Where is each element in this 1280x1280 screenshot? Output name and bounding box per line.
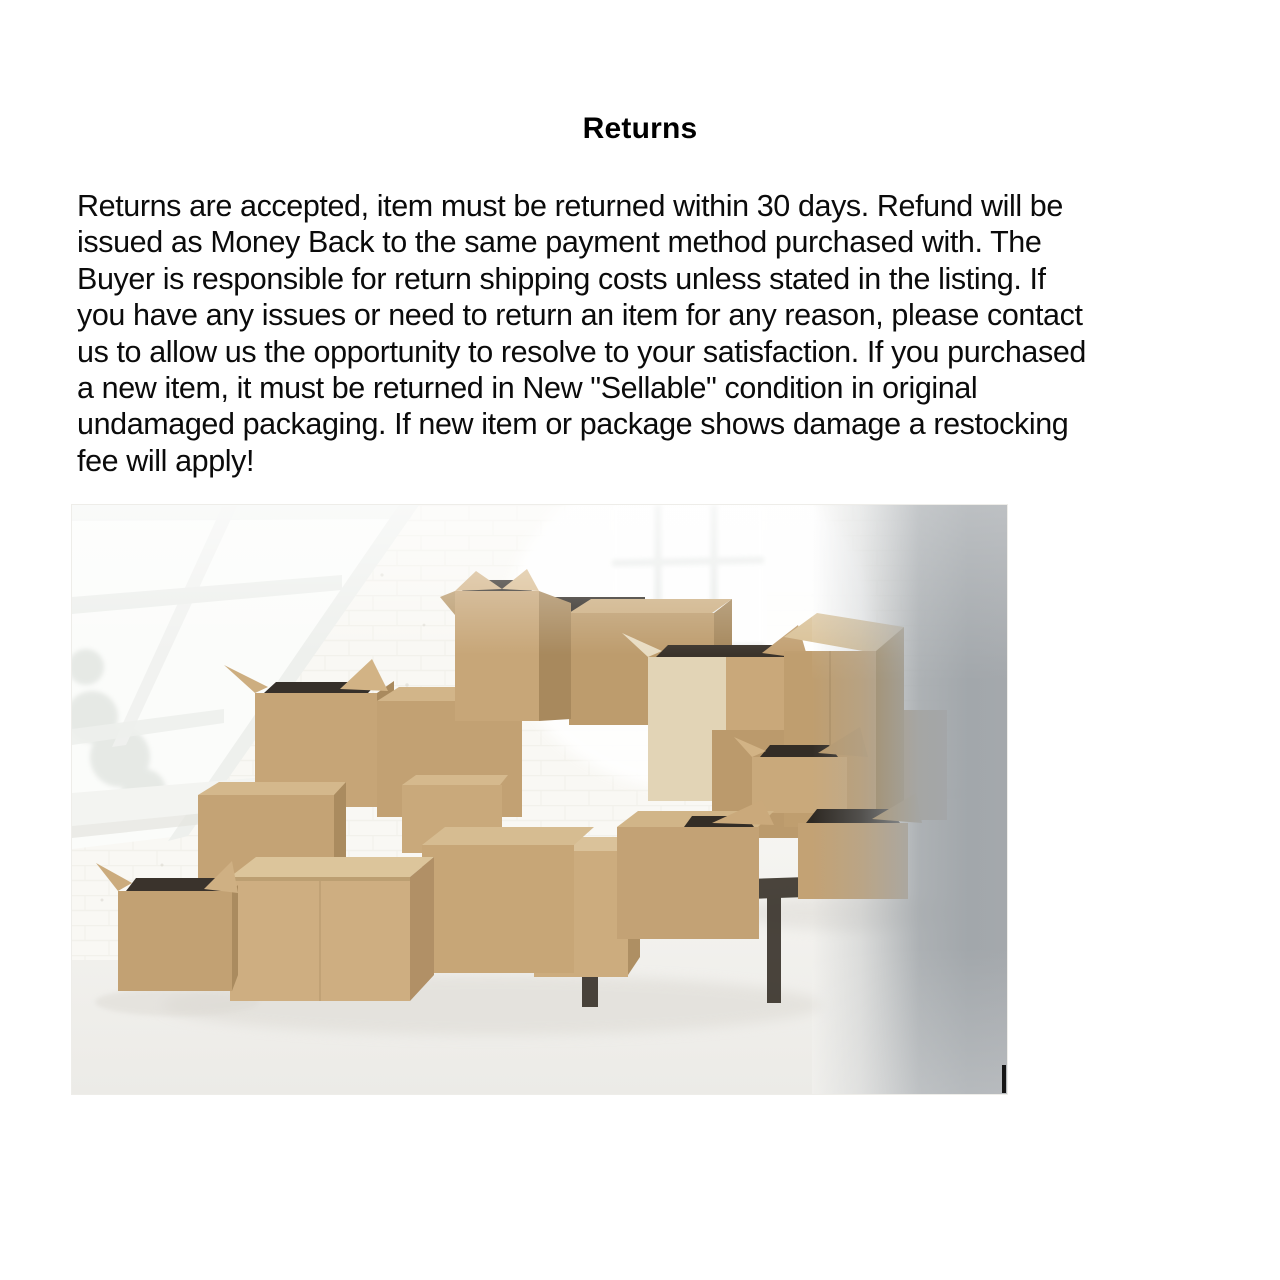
text-cursor [1002,1065,1006,1093]
policy-line: fee will apply! [77,443,255,478]
page-title: Returns [582,112,698,145]
gray-pillar-blur [812,505,1007,1094]
box-front-right [617,800,774,939]
policy-paragraph [77,188,1086,479]
policy-line: us to allow us the opportunity to resolve to your satisfaction. If you purchased [77,334,1086,369]
policy-line: Buyer is responsible for return shipping costs unless stated in the listing. If [77,261,1046,296]
boxes-photo [72,505,1007,1094]
box-front-center [230,857,434,1001]
boxes-photo-svg [72,505,1007,1094]
policy-line: undamaged packaging. If new item or package shows damage a restocking [77,407,1069,442]
policy-line: a new item, it must be returned in New "Sellable" condition in original [77,370,978,405]
policy-line: you have any issues or need to return an item for any reason, please contact [77,298,1083,333]
box-front-center-right [422,827,594,973]
policy-line: Returns are accepted, item must be returned within 30 days. Refund will be [77,189,1063,223]
policy-line: issued as Money Back to the same payment method purchased with. The [77,225,1042,260]
